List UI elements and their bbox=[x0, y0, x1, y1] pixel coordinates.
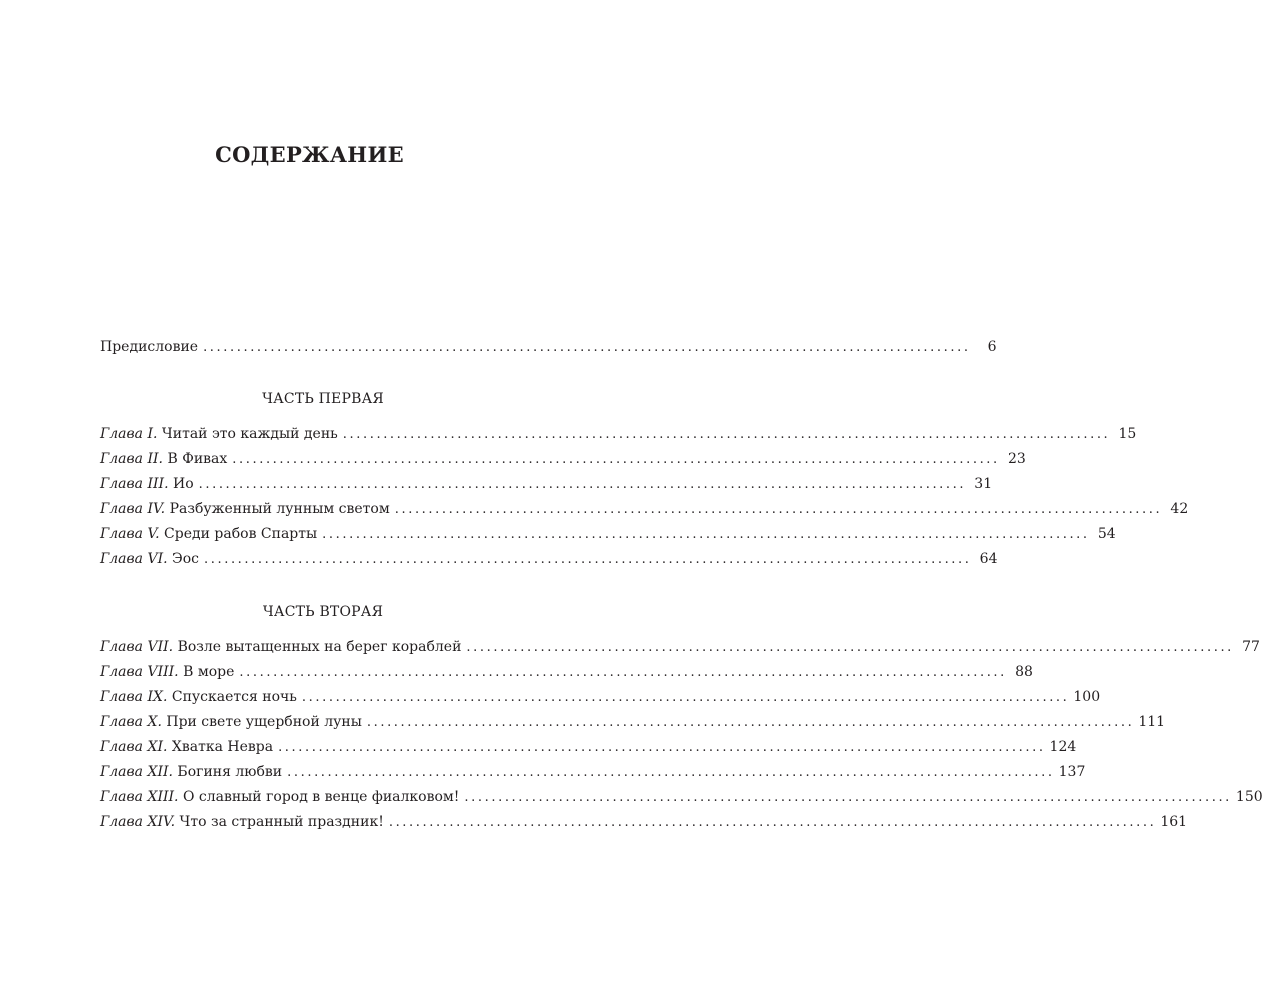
toc-entry-title: Предисловие bbox=[100, 339, 199, 355]
chapter-label: Глава VII. bbox=[100, 639, 174, 655]
chapter-label: Глава XI. bbox=[100, 739, 168, 755]
dot-leader: .................................................................................................................. bbox=[342, 427, 1111, 442]
toc-page-number: 161 bbox=[1160, 814, 1188, 830]
dot-leader: .................................................................................................................. bbox=[203, 340, 971, 355]
chapter-title: Что за странный праздник! bbox=[179, 814, 384, 830]
part-heading: ЧАСТЬ ПЕРВАЯ bbox=[262, 391, 384, 407]
toc-page-number: 111 bbox=[1138, 714, 1166, 730]
dot-leader: .................................................................................................................. bbox=[388, 815, 1157, 830]
toc-entry-chapter bbox=[100, 422, 1137, 447]
chapter-title: О славный город в венце фиалковом! bbox=[182, 789, 460, 805]
dot-leader: .................................................................................................................. bbox=[232, 452, 1000, 467]
toc-entry-chapter bbox=[100, 685, 1101, 710]
chapter-label: Глава XIV. bbox=[100, 814, 176, 830]
chapter-title: Спускается ночь bbox=[171, 689, 297, 705]
toc-page-number: 6 bbox=[987, 339, 997, 355]
chapter-title: В Фивах bbox=[167, 451, 228, 467]
toc-entry-chapter bbox=[100, 760, 1086, 785]
chapter-title: Эос bbox=[172, 551, 200, 567]
chapter-label: Глава V. bbox=[100, 526, 160, 542]
chapter-label: Глава X. bbox=[100, 714, 162, 730]
toc-entry-chapter bbox=[100, 547, 998, 572]
toc-page-number: 150 bbox=[1235, 789, 1263, 805]
toc-page-number: 15 bbox=[1118, 426, 1137, 442]
dot-leader: .................................................................................................................. bbox=[278, 740, 1046, 755]
toc-page-number: 88 bbox=[1015, 664, 1033, 680]
toc-entry-chapter bbox=[100, 735, 1077, 760]
chapter-title: Среди рабов Спарты bbox=[164, 526, 318, 542]
toc-entry-chapter bbox=[100, 522, 1116, 547]
toc-entry-chapter bbox=[100, 447, 1026, 472]
dot-leader: .................................................................................................................. bbox=[287, 765, 1055, 780]
chapter-label: Глава VI. bbox=[100, 551, 168, 567]
dot-leader: .................................................................................................................. bbox=[464, 790, 1232, 805]
chapter-label: Глава IX. bbox=[100, 689, 168, 705]
chapter-title: Разбуженный лунным светом bbox=[169, 501, 390, 517]
toc-entry-chapter bbox=[100, 785, 1263, 810]
dot-leader: .................................................................................................................. bbox=[301, 690, 1070, 705]
toc-entry-chapter bbox=[100, 635, 1260, 660]
dot-leader: .................................................................................................................. bbox=[204, 552, 972, 567]
toc-page-number: 42 bbox=[1170, 501, 1189, 517]
chapter-label: Глава III. bbox=[100, 476, 169, 492]
chapter-label: Глава II. bbox=[100, 451, 163, 467]
chapter-title: Читай это каждый день bbox=[161, 426, 338, 442]
toc-page-number: 54 bbox=[1097, 526, 1116, 542]
toc-entry-chapter bbox=[100, 810, 1188, 835]
chapter-title: Богиня любви bbox=[177, 764, 283, 780]
chapter-title: Ио bbox=[172, 476, 194, 492]
chapter-title: Возле вытащенных на берег кораблей bbox=[177, 639, 462, 655]
toc-page-number: 31 bbox=[974, 476, 993, 492]
toc-page-number: 64 bbox=[979, 551, 998, 567]
chapter-title: Хватка Невра bbox=[171, 739, 274, 755]
chapter-label: Глава IV. bbox=[100, 501, 166, 517]
chapter-label: Глава XIII. bbox=[100, 789, 179, 805]
dot-leader: .................................................................................................................. bbox=[198, 477, 967, 492]
toc-entry-preface bbox=[100, 335, 997, 360]
toc-page-number: 100 bbox=[1073, 689, 1101, 705]
dot-leader: .................................................................................................................. bbox=[239, 665, 1007, 680]
dot-leader: .................................................................................................................. bbox=[466, 640, 1234, 655]
chapter-title: При свете ущербной луны bbox=[166, 714, 362, 730]
toc-entry-chapter bbox=[100, 710, 1166, 735]
chapter-label: Глава VIII. bbox=[100, 664, 179, 680]
toc-page-number: 23 bbox=[1007, 451, 1026, 467]
table-of-contents bbox=[100, 335, 1263, 835]
chapter-label: Глава XII. bbox=[100, 764, 173, 780]
toc-page-number: 77 bbox=[1242, 639, 1260, 655]
chapter-label: Глава I. bbox=[100, 426, 158, 442]
toc-entry-chapter bbox=[100, 497, 1189, 522]
dot-leader: .................................................................................................................. bbox=[366, 715, 1135, 730]
dot-leader: .................................................................................................................. bbox=[322, 527, 1090, 542]
toc-page-number: 124 bbox=[1049, 739, 1077, 755]
toc-page-number: 137 bbox=[1058, 764, 1086, 780]
dot-leader: .................................................................................................................. bbox=[394, 502, 1163, 517]
chapter-title: В море bbox=[183, 664, 235, 680]
toc-entry-chapter bbox=[100, 660, 1033, 685]
page-title: СОДЕРЖАНИЕ bbox=[215, 142, 404, 167]
toc-entry-chapter bbox=[100, 472, 993, 497]
part-heading: ЧАСТЬ ВТОРАЯ bbox=[262, 604, 384, 620]
